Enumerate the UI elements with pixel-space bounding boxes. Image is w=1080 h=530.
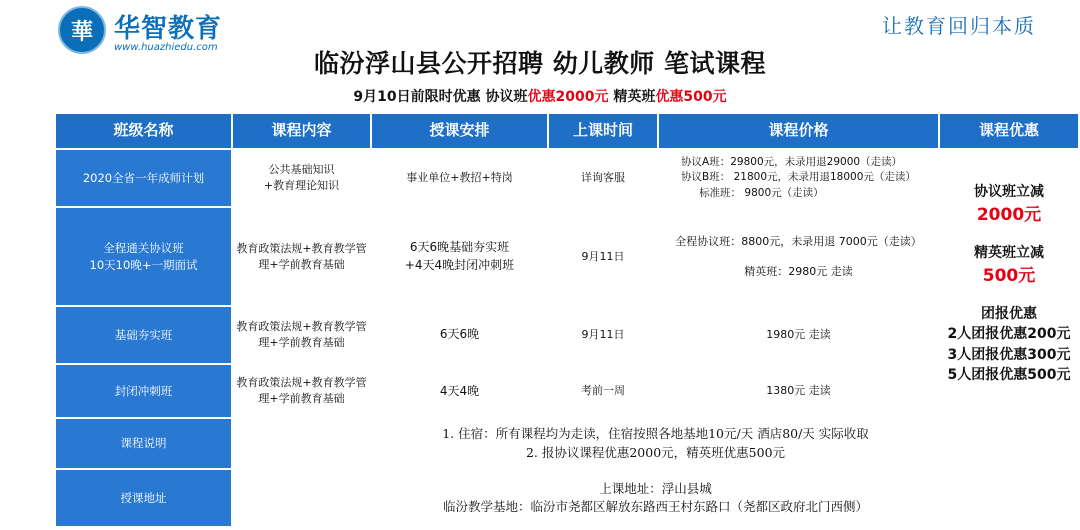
header-price: 课程价格: [658, 113, 939, 149]
agreement-discount-label: 协议班立减: [974, 184, 1044, 201]
note-line: 1. 住宿：所有课程均为走读，住宿按照各地基地10元/天 酒店80/天 实际收取: [442, 426, 869, 442]
course-time: 详询客服: [548, 149, 658, 207]
logo-mark-icon: 華: [58, 6, 106, 54]
schedule-line: +4天4晚封闭冲刺班: [404, 257, 515, 272]
promo-elite-discount: 优惠500元: [655, 89, 727, 105]
course-schedule: [371, 306, 548, 364]
address-line: 临汾教学基地：临汾市尧都区解放东路西王村东路口（尧都区政府北门西侧）: [442, 498, 868, 514]
price-line: 协议A班：29800元，未录用退29000（走读）: [681, 155, 903, 168]
promo-agreement-discount: 优惠2000元: [527, 89, 609, 105]
content-line: 教育政策法规+教育教学管: [236, 320, 367, 334]
table-header-row: [55, 113, 1079, 149]
promo-line: [0, 86, 1080, 106]
notes-label: 课程说明: [55, 418, 232, 468]
price-line: 标准班： 9800元（走读）: [699, 187, 824, 200]
course-schedule: [371, 149, 548, 207]
content-line: 公共基础知识: [268, 163, 335, 177]
promo-prefix: 9月10日前限时优惠 协议班: [353, 89, 528, 105]
course-content: [232, 207, 371, 305]
header-class-name: 班级名称: [55, 113, 232, 149]
table-row: [55, 306, 1079, 364]
class-name: 全程通关协议班 10天10晚+一期面试: [55, 207, 232, 305]
class-name: 基础夯实班: [55, 306, 232, 364]
course-time: 考前一周: [548, 364, 658, 418]
table-row: [55, 207, 1079, 305]
schedule-line: 6天6晚基础夯实班: [409, 240, 510, 255]
note-line: 2. 报协议课程优惠2000元，精英班优惠500元: [525, 444, 786, 460]
schedule-line: 4天4晚: [439, 383, 480, 398]
promo-mid: 精英班: [608, 89, 656, 105]
notes-content: [232, 418, 1079, 468]
price-line: 1980元 走读: [766, 328, 831, 342]
class-name: 2020全省一年成师计划: [55, 149, 232, 207]
course-price: [658, 207, 939, 305]
price-line: 精英班：2980元 走读: [744, 264, 853, 278]
content-line: 教育政策法规+教育教学管: [236, 241, 367, 255]
schedule-line: 6天6晚: [439, 327, 480, 342]
content-line: 理+学前教育基础: [258, 392, 345, 406]
course-price: [658, 364, 939, 418]
course-price: [658, 306, 939, 364]
schedule-line: 事业单位+教招+特岗: [406, 171, 513, 185]
discount-panel: [939, 149, 1079, 418]
price-line: 全程协议班：8800元，未录用退 7000元（走读）: [675, 234, 922, 248]
group-discount-title: 团报优惠: [981, 306, 1037, 323]
elite-discount-label: 精英班立减: [974, 245, 1044, 262]
header-schedule: 授课安排: [371, 113, 548, 149]
group-discount-item: 3人团报优惠300元: [947, 346, 1071, 363]
header-time: 上课时间: [548, 113, 658, 149]
agreement-discount-amount: 2000元: [976, 204, 1042, 225]
page-header: [0, 0, 1080, 110]
content-line: 教育政策法规+教育教学管: [236, 376, 367, 390]
course-time: 9月11日: [548, 306, 658, 364]
address-row: [55, 469, 1079, 527]
header-discount: 课程优惠: [939, 113, 1079, 149]
course-schedule: [371, 364, 548, 418]
content-line: +教育理论知识: [263, 179, 340, 193]
class-name: 封闭冲刺班: [55, 364, 232, 418]
slogan: 让教育回归本质: [882, 14, 1036, 38]
price-line: 1380元 走读: [766, 384, 831, 398]
course-time: 9月11日: [548, 207, 658, 305]
logo-url: www.huazhiedu.com: [114, 42, 218, 53]
header-content: 课程内容: [232, 113, 371, 149]
content-line: 理+学前教育基础: [258, 336, 345, 350]
course-price: [658, 149, 939, 207]
course-content: [232, 364, 371, 418]
address-line: 上课地址：浮山县城: [599, 480, 712, 496]
price-line: 协议B班： 21800元，未录用退18000元（走读）: [681, 171, 916, 184]
group-discount-item: 2人团报优惠200元: [947, 326, 1071, 343]
course-table: [54, 112, 1080, 528]
table-row: [55, 149, 1079, 207]
address-label: 授课地址: [55, 469, 232, 527]
course-schedule: [371, 207, 548, 305]
course-content: [232, 306, 371, 364]
elite-discount-amount: 500元: [982, 265, 1036, 286]
notes-row: [55, 418, 1079, 468]
table-row: [55, 364, 1079, 418]
group-discount-item: 5人团报优惠500元: [947, 367, 1071, 384]
course-content: [232, 149, 371, 207]
content-line: 理+学前教育基础: [258, 257, 345, 271]
page-title: 临汾浮山县公开招聘 幼儿教师 笔试课程: [314, 49, 766, 78]
logo-name: 华智教育: [114, 14, 223, 44]
address-content: [232, 469, 1079, 527]
